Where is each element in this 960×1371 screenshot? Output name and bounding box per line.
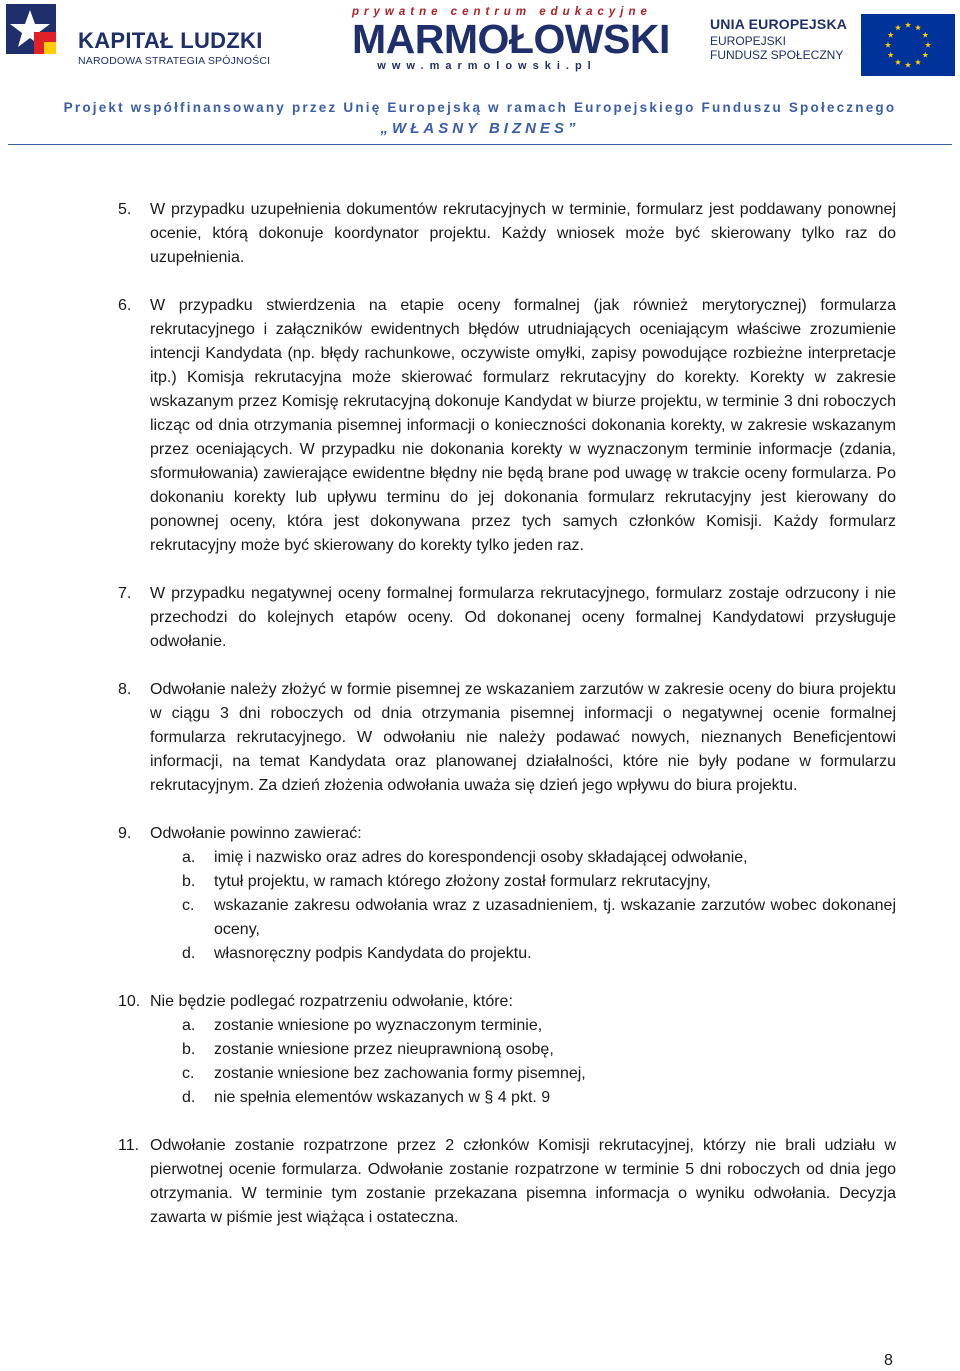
item-text: Odwołanie zostanie rozpatrzone przez 2 członków Komisji rekrutacyjnej, którzy nie brali udziału w pierwotnej ocenie formularza. Odwołanie zostanie rozpatrzone w terminie 5 dni roboczych od dnia jego otrzymania. W terminie tym zostanie przekazana pisemna informacja o wyniku odwołania. Decyzja zawarta w piśmie jest wiążąca i ostateczna. [150, 1137, 896, 1226]
item-text: Odwołanie należy złożyć w formie pisemnej ze wskazaniem zarzutów w zakresie oceny do biura projektu w ciągu 3 dni roboczych od dnia otrzymania pisemnej informacji o negatywnej ocenie formalnej formularza rekrutacyjnego. W odwołaniu nie należy podawać nowych, nieznanych Beneficjentowi informacji, na temat Kandydata oraz planowanej działalności, które nie były podane w formularzu rekrutacyjnym. Za dzień złożenia odwołania uważa się dzień jego wpływu do biura projektu. [150, 681, 896, 794]
sub-list-item [182, 1062, 896, 1086]
sub-list [0, 1014, 960, 1110]
sub-item-letter: c. [182, 1065, 195, 1082]
sub-list-item [182, 846, 896, 870]
marmolowski-name: MARMOŁOWSKI [352, 16, 670, 62]
kapital-ludzki-logo [4, 2, 271, 72]
list-item [0, 1134, 960, 1230]
list-item [0, 198, 960, 270]
list-item [0, 678, 960, 798]
sub-item-letter: b. [182, 1041, 196, 1058]
sub-item-text: imię i nazwisko oraz adres do korespondencji osoby składającej odwołanie, [214, 849, 748, 866]
eu-line3: FUNDUSZ SPOŁECZNY [710, 48, 844, 62]
eu-line1: UNIA EUROPEJSKA [710, 16, 848, 32]
item-number: 6. [118, 297, 132, 314]
kapital-ludzki-title: KAPITAŁ LUDZKI [78, 28, 263, 53]
page-number: 8 [884, 1352, 893, 1369]
page-header [0, 0, 960, 160]
sub-item-letter: d. [182, 1089, 196, 1106]
sub-item-text: tytuł projektu, w ramach którego złożony został formularz rekrutacyjny, [214, 873, 711, 890]
item-number: 5. [118, 201, 132, 218]
sub-item-text: zostanie wniesione przez nieuprawnioną osobę, [214, 1041, 554, 1058]
eu-line2: EUROPEJSKI [710, 34, 787, 48]
item-text: Odwołanie powinno zawierać: [150, 825, 362, 842]
item-text: W przypadku negatywnej oceny formalnej formularza rekrutacyjnego, formularz zostaje odrzucony i nie przechodzi do kolejnych etapów oceny. Od dokonanej oceny formalnej Kandydatowi przysługuje odwołanie. [150, 585, 896, 650]
sub-list-item [182, 1086, 896, 1110]
sub-item-text: zostanie wniesione po wyznaczonym terminie, [214, 1017, 543, 1034]
sub-list-item [182, 894, 896, 942]
marmolowski-tagline: prywatne centrum edukacyjne [352, 6, 652, 18]
sub-item-letter: a. [182, 849, 196, 866]
item-number: 11. [118, 1137, 140, 1154]
marmolowski-website: www.marmolowski.pl [377, 60, 597, 72]
eu-logo [706, 14, 956, 76]
item-text: Nie będzie podlegać rozpatrzeniu odwołanie, które: [150, 993, 513, 1010]
document-body [0, 198, 960, 1254]
marmolowski-logo [352, 6, 670, 80]
item-text: W przypadku uzupełnienia dokumentów rekrutacyjnych w terminie, formularz jest poddawany ponownej ocenie, którą dokonuje koordynator projektu. Każdy wniosek może być skierowany tylko raz do uzupełnienia. [150, 201, 896, 266]
list-item [0, 822, 960, 966]
sub-item-text: wskazanie zakresu odwołania wraz z uzasadnieniem, tj. wskazanie zarzutów wobec dokonanej oceny, [214, 897, 896, 938]
sub-item-letter: c. [182, 897, 195, 914]
header-divider [8, 144, 952, 145]
item-text: W przypadku stwierdzenia na etapie oceny formalnej (jak również merytorycznej) formularza rekrutacyjnego i załączników ewidentnych błędów utrudniających oceniającym właściwe zrozumienie intencji Kandydata (np. błędy rachunkowe, oczywiste omyłki, zapisy powodujące rozbieżne interpretacje itp.) Komisja rekrutacyjna może skierować formularz rekrutacyjny do korekty. Korekty w zakresie wskazanym przez Komisję rekrutacyjną dokonuje Kandydat w biurze projektu, w terminie 3 dni roboczych licząc od dnia otrzymania pisemnej informacji o konieczności dokonania korekty, w zakresie wskazanym przez oceniających. W przypadku nie dokonania korekty w wyznaczonym terminie informacje (zdania, sformułowania) zawierające ewidentne błędny nie będą brane pod uwagę w trakcie oceny formularza. Po dokonaniu korekty lub upływu terminu do jej dokonania formularz rekrutacyjny jest kierowany do ponownej oceny, która jest dokonywana przez tych samych członków Komisji. Każdy formularz rekrutacyjny może być skierowany do korekty tylko jeden raz. [150, 297, 896, 554]
item-number: 7. [118, 585, 132, 602]
sub-list [0, 846, 960, 966]
kapital-ludzki-emblem-icon [4, 2, 74, 72]
sub-list-item [182, 1014, 896, 1038]
project-name: „WŁASNY BIZNES” [380, 120, 580, 137]
project-funding-line: Projekt współfinansowany przez Unię Europejską w ramach Europejskiego Funduszu Społecznego [63, 100, 897, 115]
sub-item-text: nie spełnia elementów wskazanych w § 4 pkt. 9 [214, 1089, 551, 1106]
eu-flag-icon [861, 14, 955, 76]
sub-list-item [182, 870, 896, 894]
list-item [0, 294, 960, 558]
sub-list-item [182, 1038, 896, 1062]
sub-item-text: własnoręczny podpis Kandydata do projektu. [214, 945, 532, 962]
sub-list-item [182, 942, 896, 966]
list-item [0, 582, 960, 654]
item-number: 8. [118, 681, 132, 698]
sub-item-letter: b. [182, 873, 196, 890]
item-number: 10. [118, 993, 141, 1010]
list-item [0, 990, 960, 1110]
item-number: 9. [118, 825, 132, 842]
sub-item-letter: d. [182, 945, 196, 962]
sub-item-letter: a. [182, 1017, 196, 1034]
eu-logo-text [710, 16, 847, 62]
kapital-ludzki-subtitle: NARODOWA STRATEGIA SPÓJNOŚCI [78, 55, 271, 67]
sub-item-text: zostanie wniesione bez zachowania formy pisemnej, [214, 1065, 586, 1082]
